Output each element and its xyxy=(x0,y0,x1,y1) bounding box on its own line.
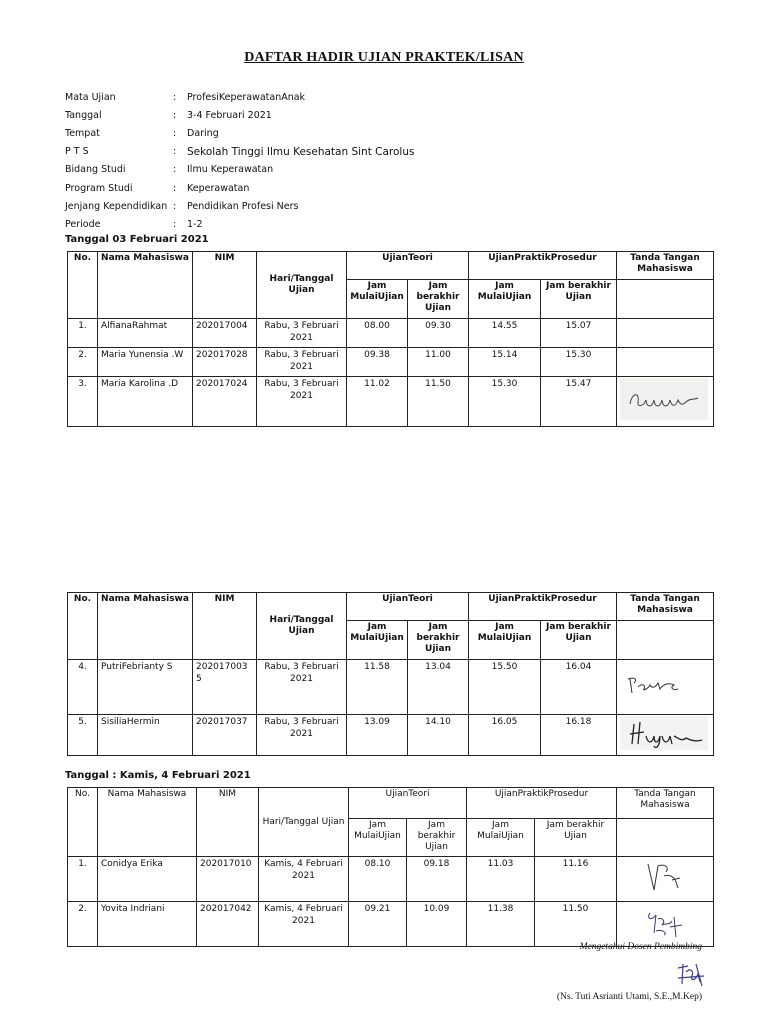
row-praktik-mulai: 15.30 xyxy=(469,377,541,427)
signature-image xyxy=(620,903,708,941)
info-row-pts xyxy=(65,143,414,161)
info-row-bidang-studi xyxy=(65,161,414,179)
row-signature xyxy=(617,319,714,348)
row-no: 4. xyxy=(68,660,98,715)
table-row xyxy=(68,319,714,348)
header-nim: NIM xyxy=(193,252,257,319)
row-praktik-mulai: 11.03 xyxy=(467,857,535,902)
info-value: Ilmu Keperawatan xyxy=(187,164,274,176)
row-no: 3. xyxy=(68,377,98,427)
header-jam-mulai: Jam MulaiUjian xyxy=(349,819,407,857)
header-hari-tanggal: Hari/Tanggal Ujian xyxy=(257,252,347,319)
header-ujian-praktik: UjianPraktikProsedur xyxy=(467,788,617,819)
header-jam-berakhir: Jam berakhir Ujian xyxy=(407,819,467,857)
header-blank xyxy=(617,621,714,660)
info-value: Pendidikan Profesi Ners xyxy=(187,200,299,212)
header-ujian-teori: UjianTeori xyxy=(347,252,469,280)
table-row xyxy=(68,377,714,427)
info-row-program-studi xyxy=(65,179,414,197)
row-praktik-mulai: 14.55 xyxy=(469,319,541,348)
row-teori-mulai: 08.00 xyxy=(347,319,408,348)
row-hari: Rabu, 3 Februari 2021 xyxy=(257,660,347,715)
row-teori-akhir: 10.09 xyxy=(407,902,467,947)
row-nim: 202017028 xyxy=(193,348,257,377)
row-praktik-mulai: 15.14 xyxy=(469,348,541,377)
row-teori-mulai: 09.21 xyxy=(349,902,407,947)
row-nama: Maria Karolina .D xyxy=(98,377,193,427)
info-label: Jenjang Kependidikan xyxy=(65,200,168,212)
row-nim: 202017042 xyxy=(197,902,259,947)
header-jam-berakhir: Jam berakhir Ujian xyxy=(408,621,469,660)
info-label: Program Studi xyxy=(65,182,133,194)
signature-image xyxy=(620,378,708,420)
row-teori-akhir: 09.18 xyxy=(407,857,467,902)
info-separator: : xyxy=(173,164,177,176)
row-no: 1. xyxy=(68,857,98,902)
info-label: Bidang Studi xyxy=(65,164,126,176)
row-hari: Kamis, 4 Februari 2021 xyxy=(259,857,349,902)
row-praktik-akhir: 15.30 xyxy=(541,348,617,377)
row-teori-mulai: 13.09 xyxy=(347,715,408,756)
info-row-tempat xyxy=(65,124,414,142)
header-hari-tanggal: Hari/Tanggal Ujian xyxy=(259,788,349,857)
attendance-table-2 xyxy=(67,592,714,756)
row-nim: 202017024 xyxy=(193,377,257,427)
info-row-mata-ujian xyxy=(65,88,414,106)
header-nama: Nama Mahasiswa xyxy=(98,788,197,857)
row-praktik-akhir: 16.04 xyxy=(541,660,617,715)
attendance-table-3 xyxy=(67,787,714,947)
info-label: P T S xyxy=(65,146,89,158)
row-hari: Rabu, 3 Februari 2021 xyxy=(257,715,347,756)
row-signature xyxy=(617,660,714,715)
row-praktik-mulai: 11.38 xyxy=(467,902,535,947)
row-nim: 2020170035 xyxy=(193,660,257,715)
row-no: 2. xyxy=(68,348,98,377)
row-teori-mulai: 08.10 xyxy=(349,857,407,902)
row-praktik-akhir: 16.18 xyxy=(541,715,617,756)
row-hari: Rabu, 3 Februari 2021 xyxy=(257,348,347,377)
info-separator: : xyxy=(173,182,177,194)
table-row xyxy=(68,715,714,756)
row-no: 5. xyxy=(68,715,98,756)
row-teori-akhir: 14.10 xyxy=(408,715,469,756)
info-value: ProfesiKeperawatanAnak xyxy=(187,91,306,103)
row-signature xyxy=(617,348,714,377)
row-teori-akhir: 11.00 xyxy=(408,348,469,377)
header-jam-mulai: Jam MulaiUjian xyxy=(467,819,535,857)
info-row-periode xyxy=(65,215,414,233)
header-tanda-tangan: Tanda Tangan Mahasiswa xyxy=(617,593,714,621)
header-ujian-teori: UjianTeori xyxy=(347,593,469,621)
row-teori-mulai: 09.38 xyxy=(347,348,408,377)
acknowledge-label: Mengetahui Dosen Pembimbing xyxy=(579,942,702,952)
row-teori-mulai: 11.02 xyxy=(347,377,408,427)
header-jam-berakhir: Jam berakhir Ujian xyxy=(535,819,617,857)
header-nama: Nama Mahasiswa xyxy=(98,252,193,319)
row-nama: SisiliaHermin xyxy=(98,715,193,756)
header-ujian-praktik: UjianPraktikProsedur xyxy=(469,252,617,280)
row-praktik-akhir: 11.16 xyxy=(535,857,617,902)
row-nim: 202017010 xyxy=(197,857,259,902)
document-title: DAFTAR HADIR UJIAN PRAKTEK/LISAN xyxy=(244,50,524,65)
header-jam-mulai: Jam MulaiUjian xyxy=(469,280,541,319)
row-teori-mulai: 11.58 xyxy=(347,660,408,715)
row-nama: Maria Yunensia .W xyxy=(98,348,193,377)
info-value: Sekolah Tinggi Ilmu Kesehatan Sint Carolus xyxy=(187,145,415,158)
row-teori-akhir: 09.30 xyxy=(408,319,469,348)
header-nim: NIM xyxy=(193,593,257,660)
header-blank xyxy=(617,819,714,857)
row-hari: Rabu, 3 Februari 2021 xyxy=(257,319,347,348)
lecturer-signature xyxy=(674,958,708,988)
info-label: Mata Ujian xyxy=(65,91,116,103)
row-praktik-akhir: 15.47 xyxy=(541,377,617,427)
attendance-table-1 xyxy=(67,251,714,427)
table-row xyxy=(68,348,714,377)
info-separator: : xyxy=(173,109,177,121)
header-jam-berakhir: Jam berakhir Ujian xyxy=(541,621,617,660)
signature-image xyxy=(620,661,708,707)
section-date-label: Tanggal 03 Februari 2021 xyxy=(65,234,209,245)
header-jam-berakhir: Jam berakhir Ujian xyxy=(541,280,617,319)
header-tanda-tangan: Tanda Tangan Mahasiswa xyxy=(617,788,714,819)
header-jam-mulai: Jam MulaiUjian xyxy=(347,621,408,660)
row-praktik-mulai: 15.50 xyxy=(469,660,541,715)
row-praktik-akhir: 15.07 xyxy=(541,319,617,348)
info-value: 3-4 Februari 2021 xyxy=(187,109,272,121)
info-value: Keperawatan xyxy=(187,182,250,194)
info-separator: : xyxy=(173,127,177,139)
row-hari: Rabu, 3 Februari 2021 xyxy=(257,377,347,427)
header-no: No. xyxy=(68,593,98,660)
header-tanda-tangan: Tanda Tangan Mahasiswa xyxy=(617,252,714,280)
row-teori-akhir: 13.04 xyxy=(408,660,469,715)
header-jam-berakhir: Jam berakhir Ujian xyxy=(408,280,469,319)
row-signature xyxy=(617,902,714,947)
row-hari: Kamis, 4 Februari 2021 xyxy=(259,902,349,947)
exam-info xyxy=(65,88,414,234)
signature-image xyxy=(620,716,708,750)
header-jam-mulai: Jam MulaiUjian xyxy=(469,621,541,660)
header-no: No. xyxy=(68,252,98,319)
row-nama: Yovita Indriani xyxy=(98,902,197,947)
header-nim: NIM xyxy=(197,788,259,857)
header-jam-mulai: Jam MulaiUjian xyxy=(347,280,408,319)
info-value: Daring xyxy=(187,127,219,139)
row-praktik-mulai: 16.05 xyxy=(469,715,541,756)
header-ujian-teori: UjianTeori xyxy=(349,788,467,819)
row-signature xyxy=(617,715,714,756)
row-signature xyxy=(617,857,714,902)
info-label: Tanggal xyxy=(65,109,102,121)
row-no: 2. xyxy=(68,902,98,947)
header-no: No. xyxy=(68,788,98,857)
lecturer-name: (Ns. Tuti Asrianti Utami, S.E.,M.Kep) xyxy=(556,992,702,1002)
info-label: Tempat xyxy=(65,127,100,139)
info-row-tanggal xyxy=(65,106,414,124)
header-hari-tanggal: Hari/Tanggal Ujian xyxy=(257,593,347,660)
table-row xyxy=(68,902,714,947)
row-nama: Conidya Erika xyxy=(98,857,197,902)
table-row xyxy=(68,660,714,715)
table-row xyxy=(68,857,714,902)
info-label: Periode xyxy=(65,218,101,230)
row-nim: 202017037 xyxy=(193,715,257,756)
info-separator: : xyxy=(173,200,177,212)
row-no: 1. xyxy=(68,319,98,348)
row-nama: PutriFebrianty S xyxy=(98,660,193,715)
info-separator: : xyxy=(173,91,177,103)
signature-image xyxy=(620,858,708,896)
header-blank xyxy=(617,280,714,319)
header-nama: Nama Mahasiswa xyxy=(98,593,193,660)
row-nama: AlfianaRahmat xyxy=(98,319,193,348)
info-value: 1-2 xyxy=(187,218,203,230)
header-ujian-praktik: UjianPraktikProsedur xyxy=(469,593,617,621)
section-date-label: Tanggal : Kamis, 4 Februari 2021 xyxy=(65,770,251,781)
row-nim: 202017004 xyxy=(193,319,257,348)
info-separator: : xyxy=(173,146,177,158)
row-signature xyxy=(617,377,714,427)
info-row-jenjang xyxy=(65,197,414,215)
info-separator: : xyxy=(173,218,177,230)
row-teori-akhir: 11.50 xyxy=(408,377,469,427)
row-praktik-akhir: 11.50 xyxy=(535,902,617,947)
